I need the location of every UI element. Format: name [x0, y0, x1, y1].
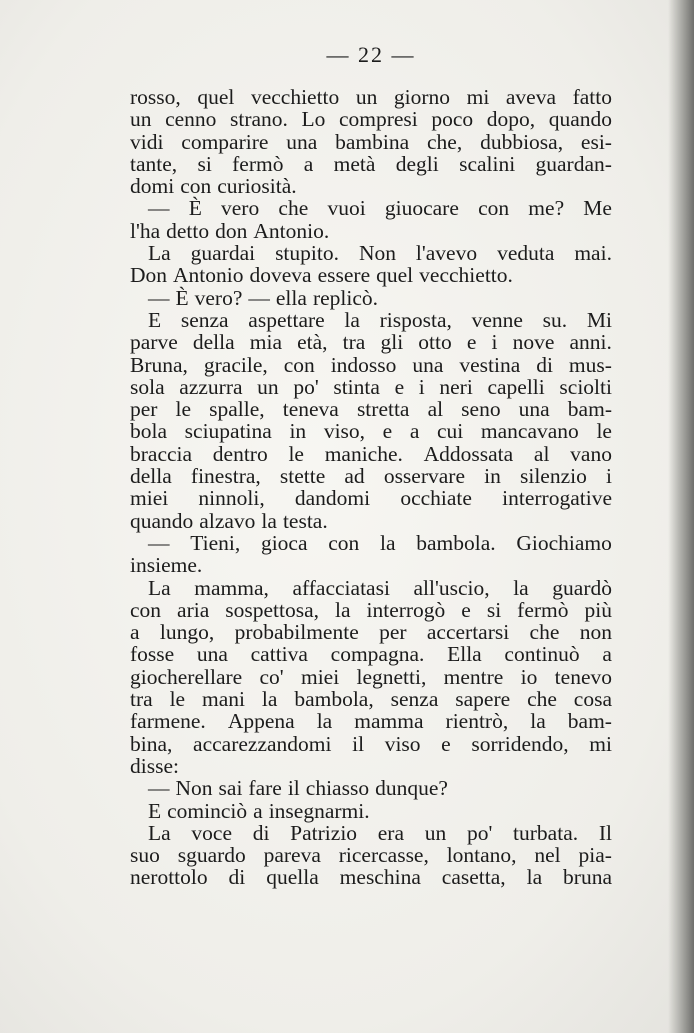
text-line: della finestra, stette ad osservare in silenzio i	[130, 464, 612, 489]
text-line: suo sguardo pareva ricercasse, lontano, nel pia-	[130, 843, 612, 868]
text-line: La voce di Patrizio era un po' turbata. Il	[148, 820, 612, 845]
text-line: domi con curiosità.	[130, 174, 297, 199]
text-line: quando alzavo la testa.	[130, 508, 328, 533]
text-line: parve della mia età, tra gli otto e i nove anni.	[130, 330, 612, 355]
text-line: tra le mani la bambola, senza sapere che cosa	[130, 687, 612, 712]
body-text	[130, 86, 612, 889]
text-line: con aria sospettosa, la interrogò e si fermò più	[130, 597, 612, 622]
text-line: Don Antonio doveva essere quel vecchietto.	[130, 263, 513, 288]
text-line: giocherellare co' miei legnetti, mentre io tenevo	[130, 664, 612, 689]
page-edge-shadow	[668, 0, 694, 1033]
text-line: tante, si fermò a metà degli scalini guardan-	[130, 151, 612, 176]
text-line: l'ha detto don Antonio.	[130, 218, 330, 243]
text-line: fosse una cattiva compagna. Ella continuò a	[130, 642, 612, 667]
page-number: — 22 —	[326, 42, 416, 67]
text-line: vidi comparire una bambina che, dubbiosa, esi-	[130, 129, 612, 154]
text-line: nerottolo di quella meschina casetta, la bruna	[130, 865, 612, 890]
text-line: La guardai stupito. Non l'avevo veduta mai.	[148, 241, 612, 266]
text-line: — È vero? — ella replicò.	[148, 285, 379, 310]
text-line: rosso, quel vecchietto un giorno mi aveva fatto	[130, 85, 612, 109]
text-line: miei ninnoli, dandomi occhiate interrogative	[130, 486, 612, 511]
text-line: disse:	[130, 753, 179, 778]
text-line: insieme.	[130, 553, 203, 578]
text-line: — È vero che vuoi giuocare con me? Me	[148, 196, 612, 221]
text-line: a lungo, probabilmente per accertarsi che non	[130, 620, 612, 645]
text-line: E senza aspettare la risposta, venne su. Mi	[148, 307, 612, 332]
text-line: Bruna, gracile, con indosso una vestina di mus-	[130, 352, 612, 377]
text-line: farmene. Appena la mamma rientrò, la bam-	[130, 709, 612, 734]
text-line: sola azzurra un po' stinta e i neri capelli sciolti	[130, 374, 612, 399]
text-line: La mamma, affacciatasi all'uscio, la guardò	[148, 575, 612, 600]
text-line: E cominciò a insegnarmi.	[148, 798, 370, 823]
text-line: braccia dentro le maniche. Addossata al vano	[130, 441, 612, 466]
text-line: — Non sai fare il chiasso dunque?	[148, 776, 448, 801]
text-line: bola sciupatina in viso, e a cui mancavano le	[130, 419, 612, 444]
text-line: — Tieni, gioca con la bambola. Giochiamo	[148, 530, 612, 555]
text-line: per le spalle, teneva stretta al seno una bam-	[130, 397, 612, 422]
text-line: bina, accarezzandomi il viso e sorridendo, mi	[130, 731, 612, 756]
text-line: un cenno strano. Lo compresi poco dopo, quando	[130, 107, 612, 132]
